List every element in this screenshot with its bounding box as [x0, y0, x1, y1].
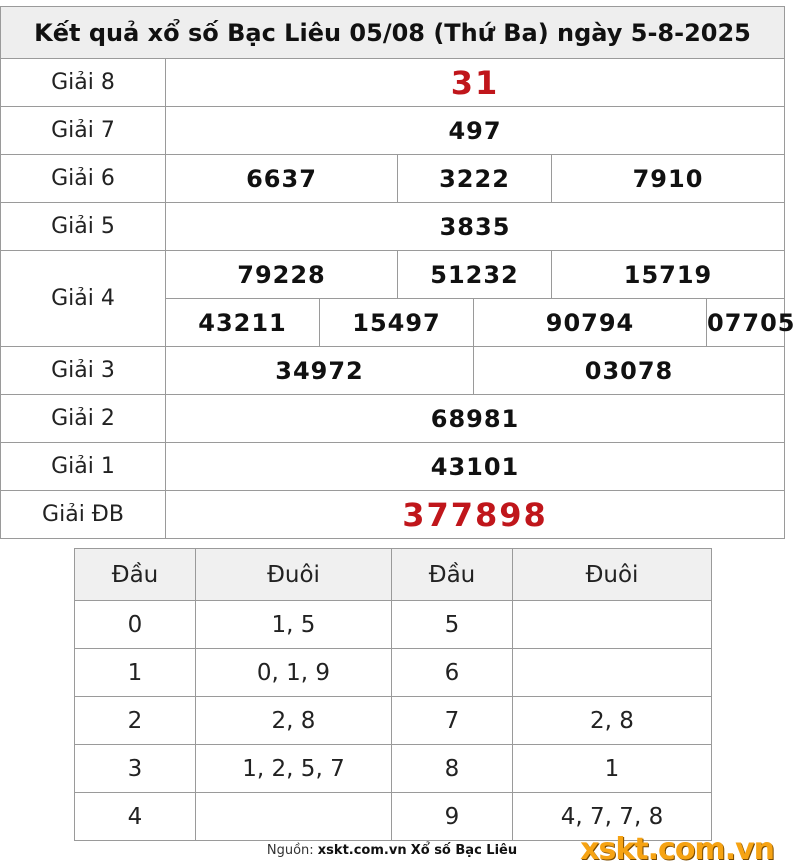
prize-value: 497 [166, 107, 785, 155]
head-digit: 0 [75, 601, 196, 649]
tail-digits [513, 649, 712, 697]
prize-row-g6 [1, 155, 785, 203]
special-prize-value: 377898 [166, 491, 785, 539]
prize-label: Giải 5 [1, 203, 166, 251]
prize-value: 15719 [552, 251, 785, 299]
column-header: Đuôi [513, 549, 712, 601]
prize-value: 68981 [166, 395, 785, 443]
prize-row-g8 [1, 59, 785, 107]
source-prefix: Nguồn: [266, 843, 314, 858]
head-digit: 5 [392, 601, 513, 649]
tail-digits: 1 [513, 745, 712, 793]
source-site-link[interactable]: xskt.com.vn [317, 843, 407, 858]
prize-value: 15497 [320, 299, 474, 347]
prize-value: 6637 [166, 155, 398, 203]
loto-header-row [75, 549, 712, 601]
prize-value: 31 [166, 59, 785, 107]
prize-label: Giải 7 [1, 107, 166, 155]
prize-row-g2 [1, 395, 785, 443]
table-row [75, 601, 712, 649]
tail-digits [513, 601, 712, 649]
source-name: Xổ số Bạc Liêu [410, 843, 518, 858]
results-table [0, 6, 796, 539]
table-row [75, 697, 712, 745]
head-digit: 2 [75, 697, 196, 745]
head-digit: 9 [392, 793, 513, 841]
tail-digits: 2, 8 [513, 697, 712, 745]
prize-row-special [1, 491, 785, 539]
tail-digits: 1, 5 [196, 601, 392, 649]
head-digit: 8 [392, 745, 513, 793]
column-header: Đầu [75, 549, 196, 601]
prize-label: Giải 6 [1, 155, 166, 203]
prize-value: 3835 [166, 203, 785, 251]
prize-row-g3 [1, 347, 785, 395]
prize-label: Giải ĐB [1, 491, 166, 539]
page-title: Kết quả xổ số Bạc Liêu 05/08 (Thứ Ba) ngày 5-8-2025 [1, 7, 785, 59]
tail-digits: 4, 7, 7, 8 [513, 793, 712, 841]
prize-value: 43211 [166, 299, 320, 347]
prize-label: Giải 4 [1, 251, 166, 347]
prize-row-g4 [1, 251, 785, 299]
column-header: Đầu [392, 549, 513, 601]
prize-value: 90794 [474, 299, 707, 347]
prize-value: 7910 [552, 155, 785, 203]
site-logo: xskt.com.vn [580, 832, 774, 867]
prize-label: Giải 3 [1, 347, 166, 395]
head-digit: 1 [75, 649, 196, 697]
prize-value: 34972 [166, 347, 474, 395]
tail-digits: 0, 1, 9 [196, 649, 392, 697]
table-row [75, 649, 712, 697]
table-row [75, 745, 712, 793]
prize-value: 07705 [707, 299, 785, 347]
prize-label: Giải 8 [1, 59, 166, 107]
head-digit: 7 [392, 697, 513, 745]
prize-row-g1 [1, 443, 785, 491]
prize-row-g5 [1, 203, 785, 251]
prize-label: Giải 1 [1, 443, 166, 491]
tail-digits: 2, 8 [196, 697, 392, 745]
column-header: Đuôi [196, 549, 392, 601]
loto-table [74, 548, 712, 841]
head-digit: 4 [75, 793, 196, 841]
prize-value: 43101 [166, 443, 785, 491]
tail-digits [196, 793, 392, 841]
tail-digits: 1, 2, 5, 7 [196, 745, 392, 793]
prize-value: 03078 [474, 347, 785, 395]
head-digit: 6 [392, 649, 513, 697]
head-digit: 3 [75, 745, 196, 793]
prize-value: 3222 [398, 155, 552, 203]
prize-label: Giải 2 [1, 395, 166, 443]
prize-row-g7 [1, 107, 785, 155]
prize-value: 51232 [398, 251, 552, 299]
prize-value: 79228 [166, 251, 398, 299]
